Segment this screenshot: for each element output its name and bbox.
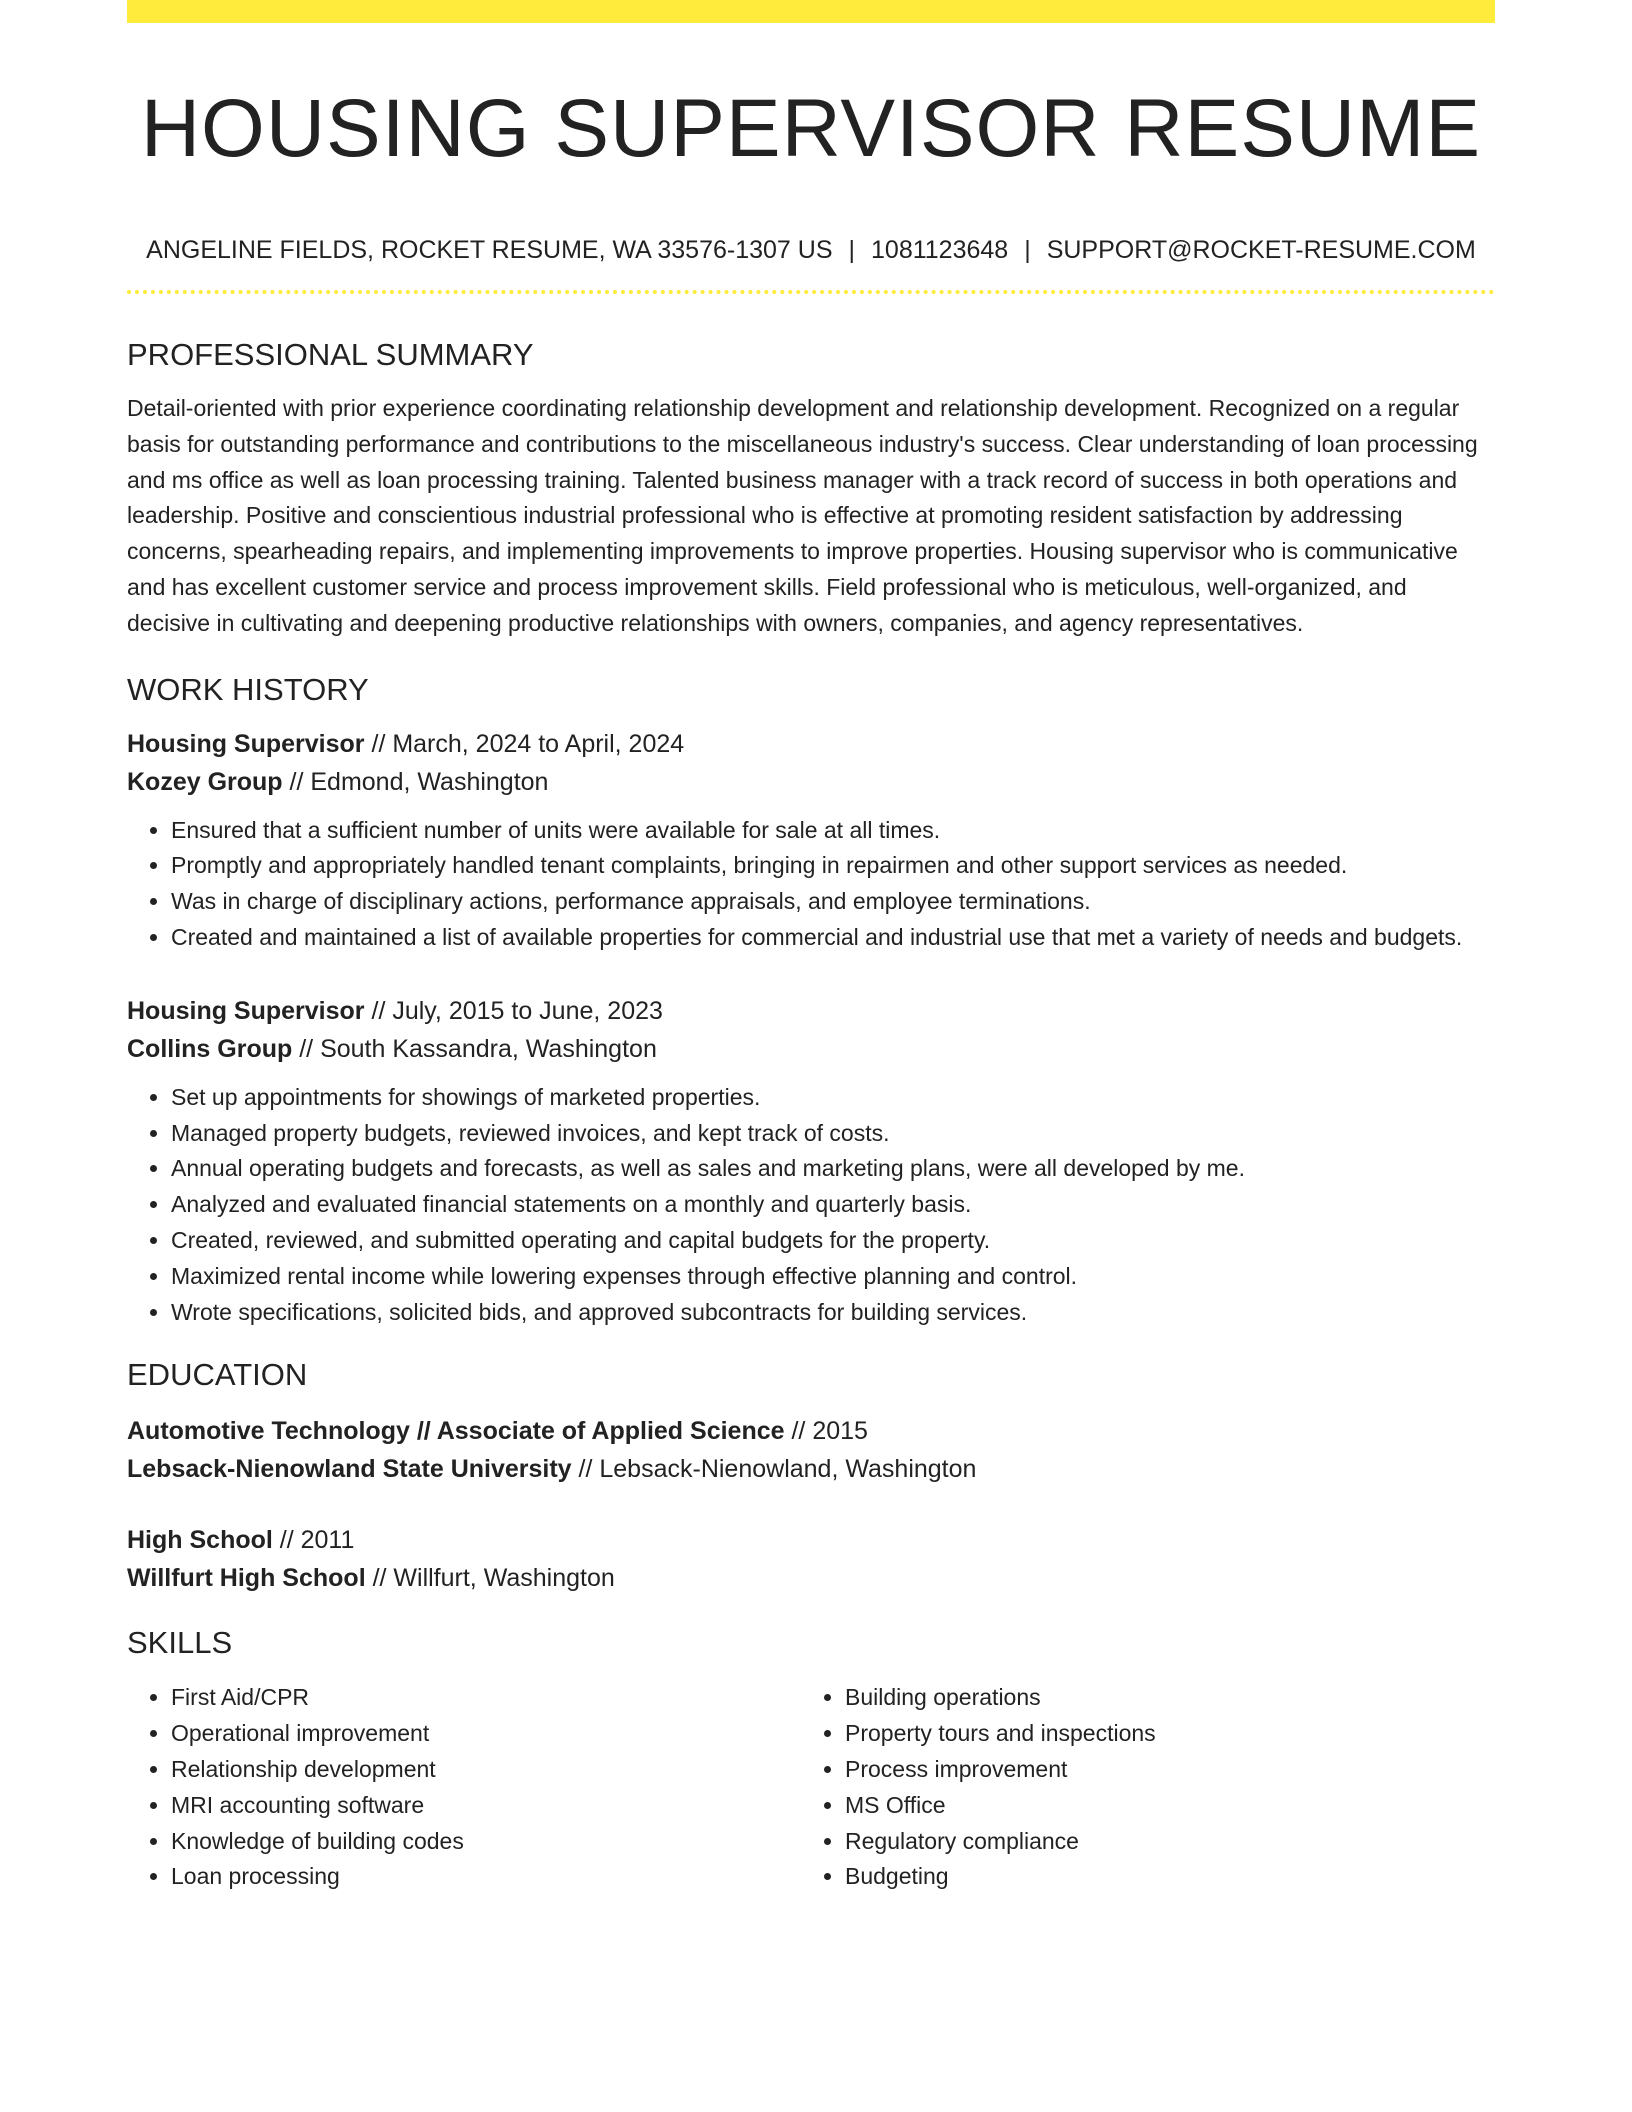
contact-line [127, 234, 1495, 266]
education-school-line [127, 1450, 1495, 1488]
job-company-line [127, 1030, 1495, 1068]
section-heading-skills: SKILLS [127, 1625, 233, 1661]
skill-item: • Knowledge of building codes [171, 1824, 801, 1860]
education-year: // 2011 [272, 1526, 355, 1555]
job-bullets [127, 1080, 1495, 1331]
job-bullet: • Created and maintained a list of available properties for commercial and industrial use that met a variety of needs and budgets. [171, 920, 1495, 956]
education-degree-line [127, 1412, 1495, 1450]
job-bullet: • Was in charge of disciplinary actions, performance appraisals, and employee terminations. [171, 884, 1495, 920]
education-degree: High School [127, 1526, 273, 1555]
job-entry [127, 725, 1495, 956]
job-bullet: • Ensured that a sufficient number of units were available for sale at all times. [171, 813, 1495, 849]
section-heading-education: EDUCATION [127, 1357, 308, 1393]
skill-item: • First Aid/CPR [171, 1680, 801, 1716]
job-dates: // March, 2024 to April, 2024 [364, 729, 685, 758]
section-heading-work-history: WORK HISTORY [127, 671, 369, 707]
contact-address: ANGELINE FIELDS, ROCKET RESUME, WA 33576-1307 US [146, 236, 833, 264]
education-degree: Automotive Technology // Associate of Applied Science [127, 1417, 785, 1446]
contact-separator: | [1024, 236, 1031, 264]
education-location: // Willfurt, Washington [365, 1564, 615, 1593]
job-title-line [127, 725, 1495, 763]
skill-item: • Relationship development [171, 1752, 801, 1788]
job-company: Kozey Group [127, 767, 283, 796]
job-bullet: • Wrote specifications, solicited bids, and approved subcontracts for building services. [171, 1295, 1495, 1331]
skills-column-left [127, 1680, 801, 1895]
skill-item: • Budgeting [845, 1859, 1475, 1895]
job-company: Collins Group [127, 1034, 293, 1063]
job-dates: // July, 2015 to June, 2023 [364, 996, 663, 1025]
summary-paragraph: Detail-oriented with prior experience coordinating relationship development and relationship development. Recognized on a regular basis for outstanding performance and contributions to the miscellaneous industry's success. Clear understanding of loan processing and ms office as well as loan processing training. Talented business manager with a track record of success in both operations and leadership. Positive and conscientious industrial professional who is effective at promoting resident satisfaction by addressing concerns, spearheading repairs, and implementing improvements to improve properties. Housing supervisor who is communicative and has excellent customer service and process improvement skills. Field professional who is meticulous, well-organized, and decisive in cultivating and deepening productive relationships with owners, companies, and agency representatives. [127, 395, 1478, 636]
skill-item: • Loan processing [171, 1859, 801, 1895]
education-location: // Lebsack-Nienowland, Washington [571, 1455, 977, 1484]
job-entry [127, 992, 1495, 1331]
job-bullet: • Analyzed and evaluated financial statements on a monthly and quarterly basis. [171, 1187, 1495, 1223]
education-year: // 2015 [784, 1417, 868, 1446]
skill-item: • Operational improvement [171, 1716, 801, 1752]
skill-item: • Process improvement [845, 1752, 1475, 1788]
skill-item: • Regulatory compliance [845, 1824, 1475, 1860]
job-location: // South Kassandra, Washington [292, 1034, 657, 1063]
dotted-divider [127, 290, 1495, 294]
job-title: Housing Supervisor [127, 729, 365, 758]
job-bullet: • Annual operating budgets and forecasts, as well as sales and marketing plans, were all developed by me. [171, 1151, 1495, 1187]
contact-phone: 1081123648 [871, 236, 1009, 264]
job-company-line [127, 763, 1495, 801]
skills-list [127, 1680, 1495, 1895]
education-school: Lebsack-Nienowland State University [127, 1455, 572, 1484]
job-bullet: • Maximized rental income while lowering expenses through effective planning and control. [171, 1259, 1495, 1295]
skill-item: • Property tours and inspections [845, 1716, 1475, 1752]
job-bullet: • Promptly and appropriately handled tenant complaints, bringing in repairmen and other support services as needed. [171, 848, 1495, 884]
education-entry [127, 1412, 1495, 1488]
job-title-line [127, 992, 1495, 1030]
education-degree-line [127, 1521, 1495, 1559]
section-heading-summary: PROFESSIONAL SUMMARY [127, 337, 534, 372]
skill-item: • MS Office [845, 1788, 1475, 1824]
skills-bullets [127, 1680, 801, 1895]
job-bullet: • Created, reviewed, and submitted operating and capital budgets for the property. [171, 1223, 1495, 1259]
job-bullets [127, 813, 1495, 956]
skills-column-right [801, 1680, 1475, 1895]
education-entry [127, 1521, 1495, 1597]
education-school: Willfurt High School [127, 1564, 366, 1593]
skill-item: • MRI accounting software [171, 1788, 801, 1824]
job-title: Housing Supervisor [127, 996, 365, 1025]
resume-page [127, 0, 1495, 1895]
skills-bullets [801, 1680, 1475, 1895]
job-bullet: • Set up appointments for showings of marketed properties. [171, 1080, 1495, 1116]
job-bullet: • Managed property budgets, reviewed invoices, and kept track of costs. [171, 1116, 1495, 1152]
job-location: // Edmond, Washington [282, 767, 549, 796]
contact-email: SUPPORT@ROCKET-RESUME.COM [1046, 236, 1476, 264]
skill-item: • Building operations [845, 1680, 1475, 1716]
resume-title: HOUSING SUPERVISOR RESUME [140, 83, 1482, 174]
education-school-line [127, 1559, 1495, 1597]
contact-separator: | [848, 236, 856, 264]
